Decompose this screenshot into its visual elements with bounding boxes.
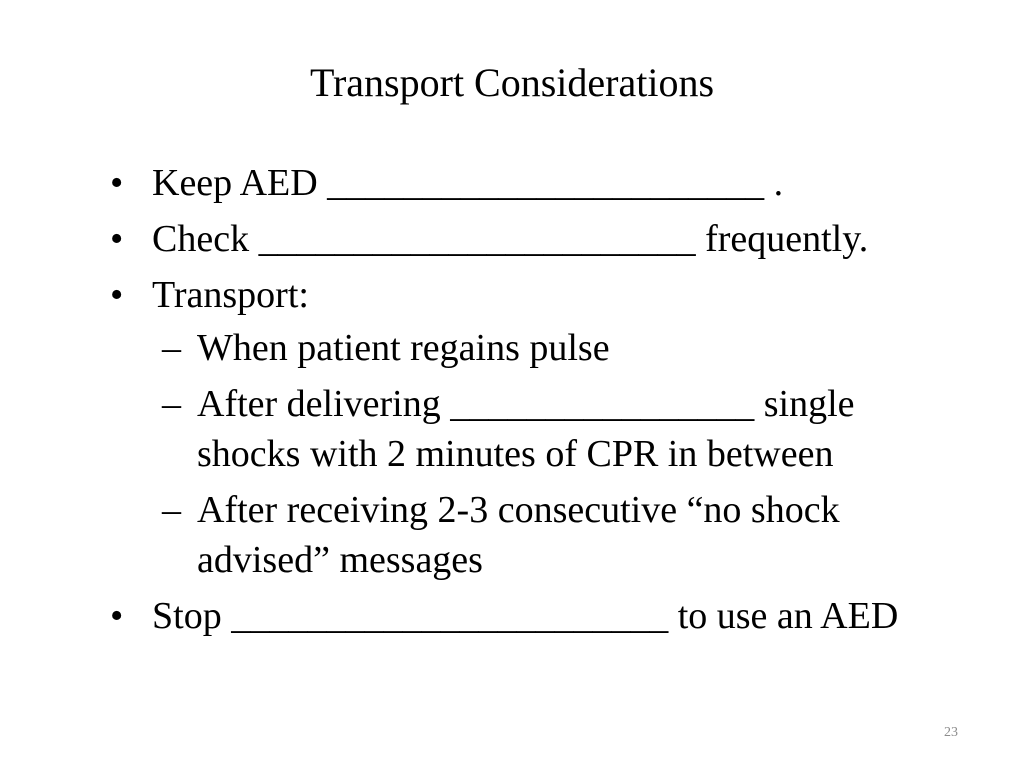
sub-bullet-marker: – [162,383,181,425]
sub-bullet-item-no-shock [152,485,930,585]
bullet-item-stop [110,591,930,641]
bullet-marker: • [110,595,124,637]
bullet-list [110,158,930,647]
sub-bullet-marker: – [162,327,181,369]
sub-bullet-text: After receiving 2-3 consecutive “no shock advised” messages [197,489,840,581]
sub-bullet-list [152,323,930,585]
slide-title: Transport Considerations [309,60,715,105]
bullet-item-transport [110,270,930,585]
bullet-text: Stop _______________________ to use an AED [152,595,899,637]
sub-bullet-marker: – [162,489,181,531]
bullet-marker: • [110,218,124,260]
sub-bullet-item-shocks [152,379,930,479]
bullet-marker: • [110,162,124,204]
bullet-text: Check _______________________ frequently. [152,218,869,260]
bullet-marker: • [110,274,124,316]
sub-bullet-text: After delivering ________________ single shocks with 2 minutes of CPR in between [197,383,855,475]
bullet-item-check [110,214,930,264]
bullet-item-keep-aed [110,158,930,208]
page-number: 23 [944,725,958,740]
sub-bullet-item-pulse [152,323,930,373]
bullet-text: Transport: [152,274,309,316]
bullet-text: Keep AED _______________________ . [152,162,784,204]
sub-bullet-text: When patient regains pulse [197,327,610,369]
